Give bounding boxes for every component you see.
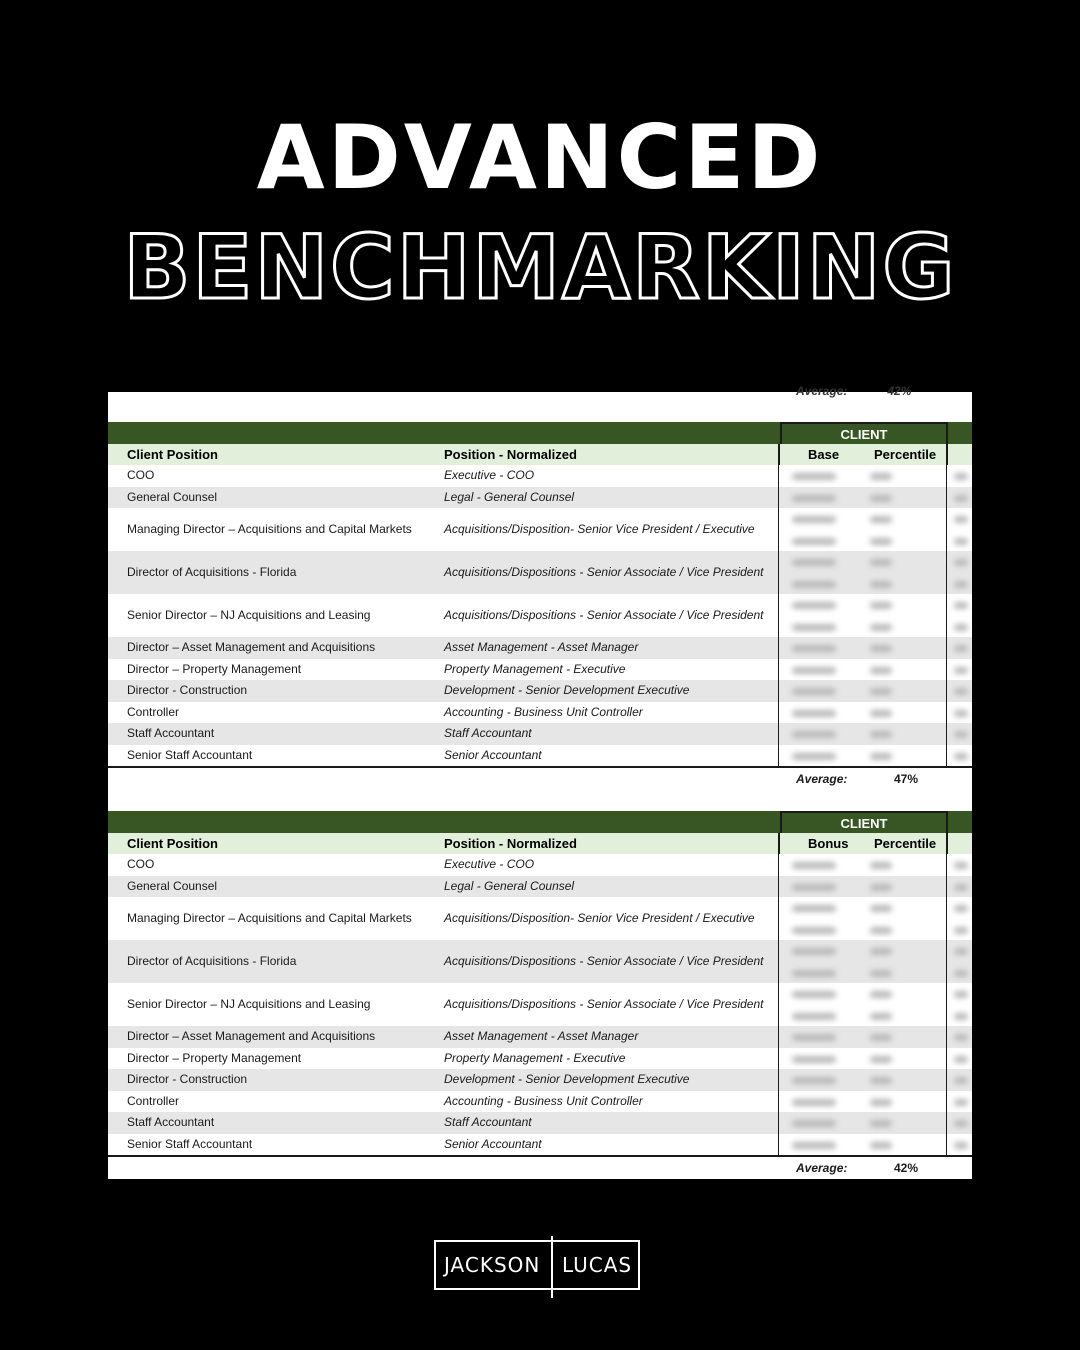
redacted-value-blur <box>792 516 836 523</box>
cell-position-normalized: Staff Accountant <box>444 726 532 741</box>
column-divider <box>946 444 948 465</box>
redacted-value-blur <box>870 948 892 955</box>
cell-position-normalized: Executive - COO <box>444 857 535 872</box>
redacted-value-blur <box>954 753 968 760</box>
redacted-value-blur <box>954 948 968 955</box>
group-header-bar <box>108 422 972 444</box>
cell-position-normalized: Property Management - Executive <box>444 1050 626 1065</box>
redacted-value-blur <box>870 1120 892 1127</box>
cell-client-position: Senior Director – NJ Acquisitions and Leasing <box>127 608 371 622</box>
average-row <box>108 1157 972 1179</box>
cell-client-position: Director of Acquisitions - Florida <box>127 954 297 968</box>
redacted-value-blur <box>870 581 892 588</box>
cell-client-position: Director – Property Management <box>127 1050 302 1065</box>
redacted-value-blur <box>792 1099 836 1106</box>
redacted-value-blur <box>792 473 836 480</box>
cell-client-position: Managing Director – Acquisitions and Capital Markets <box>127 522 412 536</box>
column-divider <box>778 833 780 854</box>
column-header-row <box>108 833 972 854</box>
redacted-value-blur <box>954 905 968 912</box>
redacted-value-blur <box>954 1142 968 1149</box>
column-divider <box>778 444 780 465</box>
cell-client-position: COO <box>127 857 155 872</box>
redacted-value-blur <box>954 1013 968 1020</box>
redacted-value-blur <box>792 884 836 891</box>
redacted-value-blur <box>954 538 968 545</box>
redacted-value-blur <box>954 710 968 717</box>
redacted-value-blur <box>954 495 968 502</box>
cell-position-normalized: Acquisitions/Dispositions - Senior Associate / Vice President <box>444 565 764 579</box>
redacted-value-blur <box>792 731 836 738</box>
redacted-value-blur <box>792 970 836 977</box>
cell-position-normalized: Legal - General Counsel <box>444 489 575 504</box>
redacted-value-blur <box>954 688 968 695</box>
redacted-value-blur <box>792 862 836 869</box>
title-line-2: BENCHMARKING <box>123 216 957 319</box>
cell-position-normalized: Acquisitions/Disposition- Senior Vice President / Executive <box>444 911 755 925</box>
cell-position-normalized: Accounting - Business Unit Controller <box>444 704 643 719</box>
cut-off-average-label: Average: <box>796 384 848 398</box>
redacted-value-blur <box>792 688 836 695</box>
redacted-value-blur <box>792 538 836 545</box>
redacted-value-blur <box>870 991 892 998</box>
redacted-value-blur <box>870 1013 892 1020</box>
redacted-value-blur <box>792 602 836 609</box>
redacted-value-blur <box>954 602 968 609</box>
redacted-value-blur <box>792 581 836 588</box>
redacted-value-blur <box>954 581 968 588</box>
client-group-label: CLIENT <box>780 811 948 833</box>
redacted-value-blur <box>792 905 836 912</box>
redacted-value-blur <box>870 1099 892 1106</box>
redacted-value-blur <box>954 1120 968 1127</box>
cell-client-position: Staff Accountant <box>127 726 215 741</box>
redacted-value-blur <box>870 473 892 480</box>
redacted-value-blur <box>954 473 968 480</box>
redacted-value-blur <box>792 624 836 631</box>
redacted-value-blur <box>954 884 968 891</box>
redacted-value-blur <box>792 710 836 717</box>
cell-client-position: Director – Asset Management and Acquisitions <box>127 1029 376 1044</box>
header-position-normalized: Position - Normalized <box>444 836 577 851</box>
cut-off-average <box>796 384 911 398</box>
redacted-value-blur <box>954 667 968 674</box>
redacted-value-blur <box>954 1077 968 1084</box>
column-header-row <box>108 444 972 465</box>
cell-client-position: Director of Acquisitions - Florida <box>127 565 297 579</box>
redacted-value-blur <box>792 1142 836 1149</box>
cell-position-normalized: Development - Senior Development Executive <box>444 683 690 698</box>
group-header-bar <box>108 811 972 833</box>
cell-position-normalized: Accounting - Business Unit Controller <box>444 1093 643 1108</box>
cell-client-position: Director - Construction <box>127 683 248 698</box>
redacted-value-blur <box>870 538 892 545</box>
redacted-values <box>780 465 972 766</box>
header-percentile: Percentile <box>874 447 937 462</box>
redacted-value-blur <box>792 1056 836 1063</box>
redacted-value-blur <box>792 927 836 934</box>
redacted-value-blur <box>870 645 892 652</box>
bonus-table <box>108 811 972 1179</box>
redacted-value-blur <box>954 516 968 523</box>
redacted-value-blur <box>954 991 968 998</box>
cut-off-average-value: 42% <box>887 384 912 398</box>
redacted-value-blur <box>954 970 968 977</box>
redacted-value-blur <box>954 927 968 934</box>
redacted-value-blur <box>870 731 892 738</box>
redacted-value-blur <box>870 862 892 869</box>
cell-position-normalized: Acquisitions/Dispositions - Senior Associate / Vice President <box>444 608 764 622</box>
redacted-value-blur <box>870 927 892 934</box>
redacted-value-blur <box>954 559 968 566</box>
cell-position-normalized: Acquisitions/Dispositions - Senior Associate / Vice President <box>444 997 764 1011</box>
cell-client-position: COO <box>127 468 155 483</box>
cell-client-position: Managing Director – Acquisitions and Capital Markets <box>127 911 412 925</box>
cell-position-normalized: Senior Accountant <box>444 747 542 762</box>
cell-client-position: Senior Staff Accountant <box>127 747 253 762</box>
redacted-value-blur <box>954 1099 968 1106</box>
cell-position-normalized: Legal - General Counsel <box>444 878 575 893</box>
redacted-value-blur <box>792 1013 836 1020</box>
redacted-value-blur <box>870 495 892 502</box>
redacted-value-blur <box>792 948 836 955</box>
average-row <box>108 768 972 790</box>
redacted-value-blur <box>792 559 836 566</box>
redacted-value-blur <box>954 731 968 738</box>
base-table <box>108 422 972 790</box>
cell-position-normalized: Executive - COO <box>444 468 535 483</box>
redacted-value-blur <box>792 1034 836 1041</box>
header-bonus: Bonus <box>808 836 849 851</box>
redacted-value-blur <box>792 991 836 998</box>
cell-position-normalized: Asset Management - Asset Manager <box>444 1029 639 1044</box>
logo-text-left: JACKSON <box>444 1253 541 1277</box>
redacted-value-blur <box>870 688 892 695</box>
cell-client-position: Director – Asset Management and Acquisitions <box>127 640 376 655</box>
redacted-value-blur <box>792 753 836 760</box>
average-label: Average: <box>796 772 848 786</box>
redacted-value-blur <box>792 1077 836 1084</box>
cell-position-normalized: Development - Senior Development Executive <box>444 1072 690 1087</box>
cell-client-position: Director - Construction <box>127 1072 248 1087</box>
redacted-value-blur <box>954 862 968 869</box>
redacted-value-blur <box>870 753 892 760</box>
title-line-1: ADVANCED <box>256 106 824 209</box>
header-percentile: Percentile <box>874 836 937 851</box>
logo-divider <box>551 1236 553 1298</box>
client-group-label: CLIENT <box>780 422 948 444</box>
average-value: 42% <box>894 1161 919 1175</box>
redacted-value-blur <box>870 667 892 674</box>
cell-client-position: Senior Director – NJ Acquisitions and Leasing <box>127 997 371 1011</box>
redacted-value-blur <box>870 559 892 566</box>
header-position-normalized: Position - Normalized <box>444 447 577 462</box>
average-label: Average: <box>796 1161 848 1175</box>
cell-client-position: Controller <box>127 1093 180 1108</box>
cell-position-normalized: Asset Management - Asset Manager <box>444 640 639 655</box>
header-client-position: Client Position <box>127 447 218 462</box>
cell-position-normalized: Acquisitions/Dispositions - Senior Associate / Vice President <box>444 954 764 968</box>
column-divider <box>778 465 779 766</box>
redacted-value-blur <box>792 667 836 674</box>
cell-client-position: Director – Property Management <box>127 661 302 676</box>
spreadsheet-screenshot <box>108 384 972 1179</box>
cell-client-position: General Counsel <box>127 489 218 504</box>
redacted-value-blur <box>870 710 892 717</box>
average-value: 47% <box>894 772 919 786</box>
cell-client-position: Staff Accountant <box>127 1115 215 1130</box>
redacted-value-blur <box>954 1056 968 1063</box>
cell-client-position: Controller <box>127 704 180 719</box>
header-client-position: Client Position <box>127 836 218 851</box>
cell-position-normalized: Senior Accountant <box>444 1136 542 1151</box>
redacted-value-blur <box>870 1056 892 1063</box>
redacted-value-blur <box>870 602 892 609</box>
jackson-lucas-logo <box>434 1240 640 1290</box>
header-base: Base <box>808 447 840 462</box>
redacted-value-blur <box>870 884 892 891</box>
redacted-value-blur <box>870 1034 892 1041</box>
table-body <box>108 465 972 766</box>
redacted-value-blur <box>870 516 892 523</box>
redacted-values <box>780 854 972 1155</box>
redacted-value-blur <box>870 970 892 977</box>
cell-position-normalized: Property Management - Executive <box>444 661 626 676</box>
redacted-value-blur <box>870 905 892 912</box>
logo-text-right: LUCAS <box>562 1253 633 1277</box>
redacted-value-blur <box>954 624 968 631</box>
redacted-value-blur <box>870 1077 892 1084</box>
table-body <box>108 854 972 1155</box>
cell-client-position: General Counsel <box>127 878 218 893</box>
redacted-value-blur <box>870 624 892 631</box>
column-divider <box>946 833 948 854</box>
redacted-value-blur <box>954 1034 968 1041</box>
cell-position-normalized: Acquisitions/Disposition- Senior Vice President / Executive <box>444 522 755 536</box>
redacted-value-blur <box>954 645 968 652</box>
column-divider <box>778 854 779 1155</box>
redacted-value-blur <box>792 645 836 652</box>
cell-position-normalized: Staff Accountant <box>444 1115 532 1130</box>
redacted-value-blur <box>792 1120 836 1127</box>
redacted-value-blur <box>792 495 836 502</box>
redacted-value-blur <box>870 1142 892 1149</box>
cell-client-position: Senior Staff Accountant <box>127 1136 253 1151</box>
